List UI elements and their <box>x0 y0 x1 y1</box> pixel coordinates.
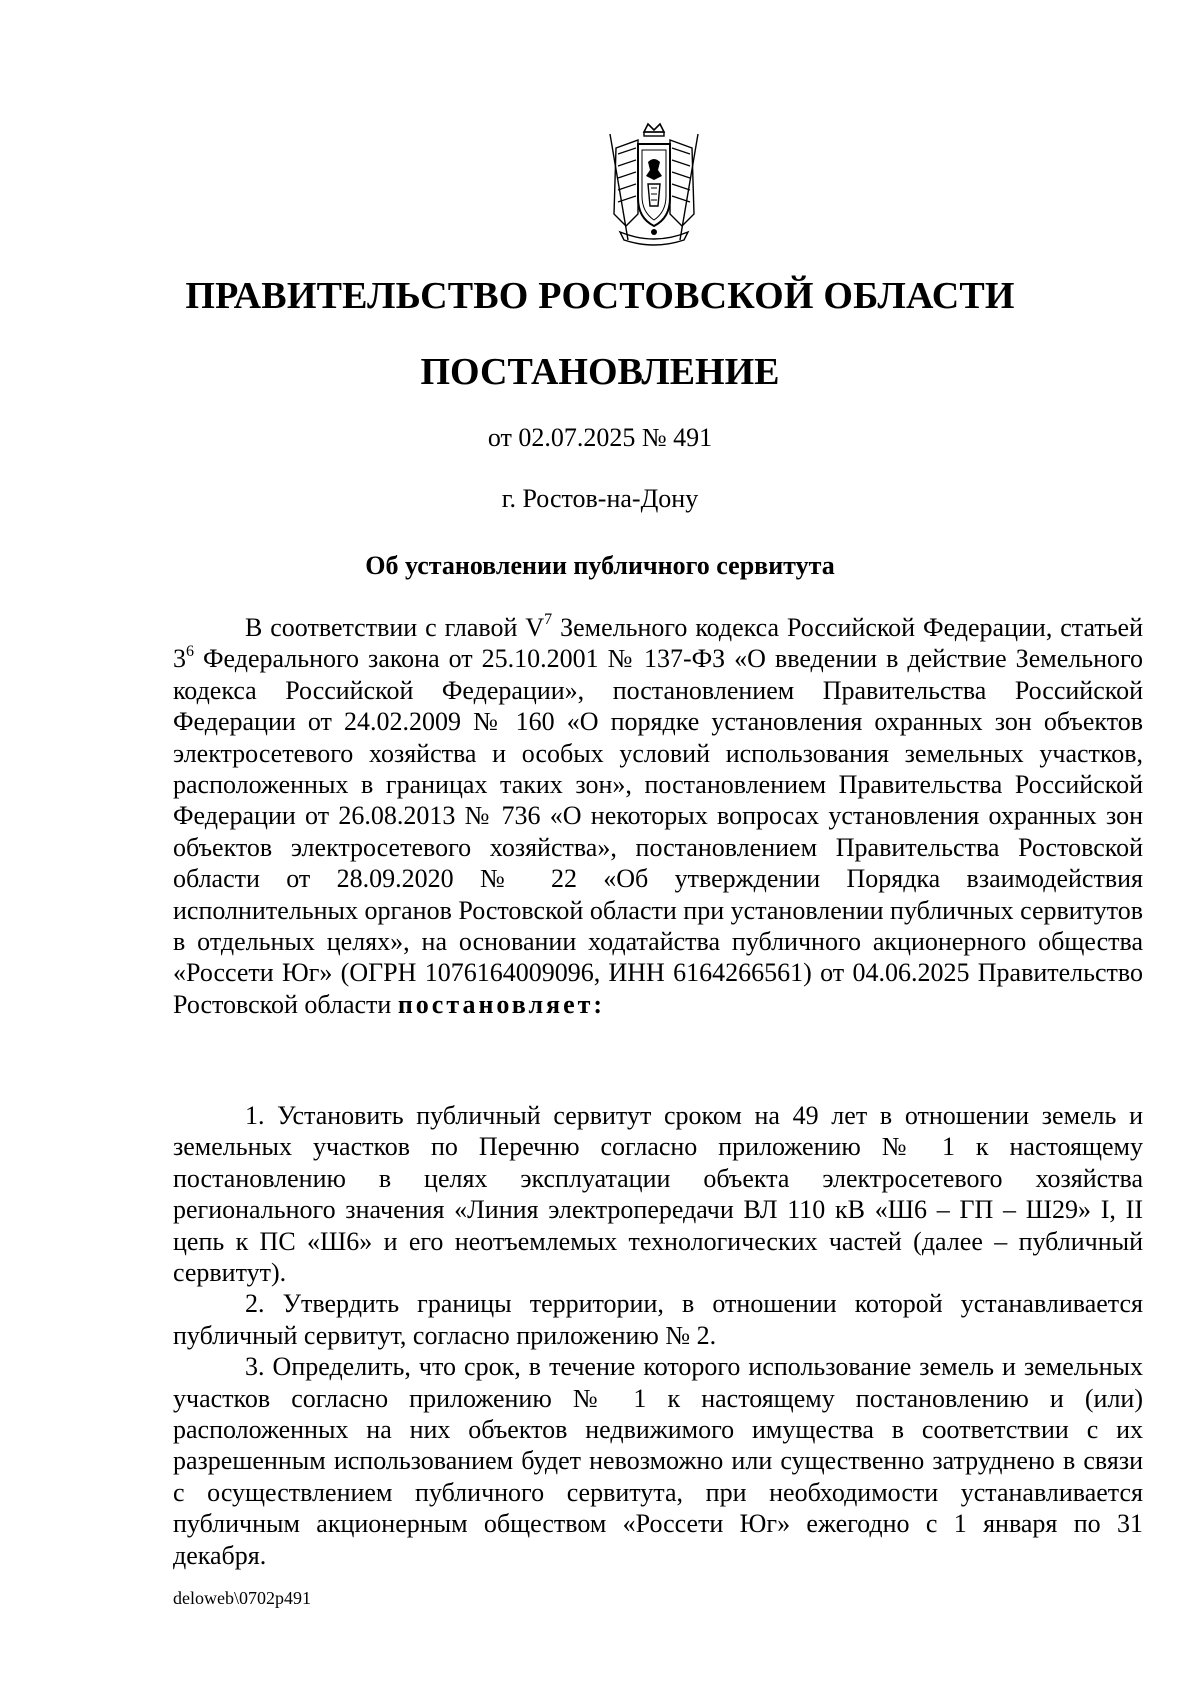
coat-of-arms-icon <box>598 122 710 250</box>
document-code: deloweb\0702p491 <box>173 1588 311 1608</box>
document-city: г. Ростов-на-Дону <box>501 484 699 513</box>
government-title: ПРАВИТЕЛЬСТВО РОСТОВСКОЙ ОБЛАСТИ <box>185 275 1015 317</box>
document-subject: Об установлении публичного сервитута <box>365 551 835 580</box>
document-type: ПОСТАНОВЛЕНИЕ <box>420 351 780 393</box>
preamble-text-2: Земельного кодекса Российской Федерации, статьей 3 <box>173 613 1144 674</box>
preamble-text-3: Федерального закона от 25.10.2001 № 137-ФЗ «О введении в действие Земельного кодекса Российской Федерации», постановлением Правительства Российской Федерации от 24.02.2009 № 160 «О порядке установления охранных зон объектов электросетевого хозяйства и особых условий использования земельных участков, расположенных в границах таких зон», постановлением Правительства Российской Федерации от 26.08.2013 № 736 «О некоторых вопросах установления охранных зон объектов электросетевого хозяйства», постановлением Правительства Ростовской области от 28.09.2020 № 22 «Об утверждении Порядка взаимодействия исполнительных органов Ростовской области при установлении публичных сервитутов в отдельных целях», на основании ходатайства публичного акционерного общества «Россети Юг» (ОГРН 1076164009096, ИНН 6164266561) от 04.06.2025 Правительство Ростовской области <box>173 644 1143 1019</box>
preamble-paragraph <box>173 612 1143 1020</box>
preamble-superscript-2: 6 <box>186 642 194 660</box>
document-date-number: от 02.07.2025 № 491 <box>487 423 713 452</box>
resolution-items <box>173 1100 1143 1571</box>
preamble-text-1: В соответствии с главой V <box>245 613 545 642</box>
resolution-item-2: 2. Утвердить границы территории, в отношении которой устанавливается публичный сервитут, согласно приложению № 2. <box>173 1289 1143 1350</box>
resolution-item-3: 3. Определить, что срок, в течение которого использование земель и земельных участков согласно приложению № 1 к настоящему постановлению и (или) расположенных на них объектов недвижимого имущества в соответствии с их разрешенным использованием будет невозможно или существенно затруднено в связи с осуществлением публичного сервитута, при необходимости устанавливается публичным акционерным обществом «Россети Юг» ежегодно с 1 января по 31 декабря. <box>173 1352 1143 1570</box>
decree-word: постановляет: <box>397 989 606 1019</box>
preamble-superscript-1: 7 <box>544 611 553 629</box>
resolution-item-1: 1. Установить публичный сервитут сроком на 49 лет в отношении земель и земельных участков по Перечню согласно приложению № 1 к настоящему постановлению в целях эксплуатации объекта электросетевого хозяйства регионального значения «Линия электропередачи ВЛ 110 кВ «Ш6 – ГП – Ш29» I, II цепь к ПС «Ш6» и его неотъемлемых технологических частей (далее – публичный сервитут). <box>173 1101 1143 1288</box>
